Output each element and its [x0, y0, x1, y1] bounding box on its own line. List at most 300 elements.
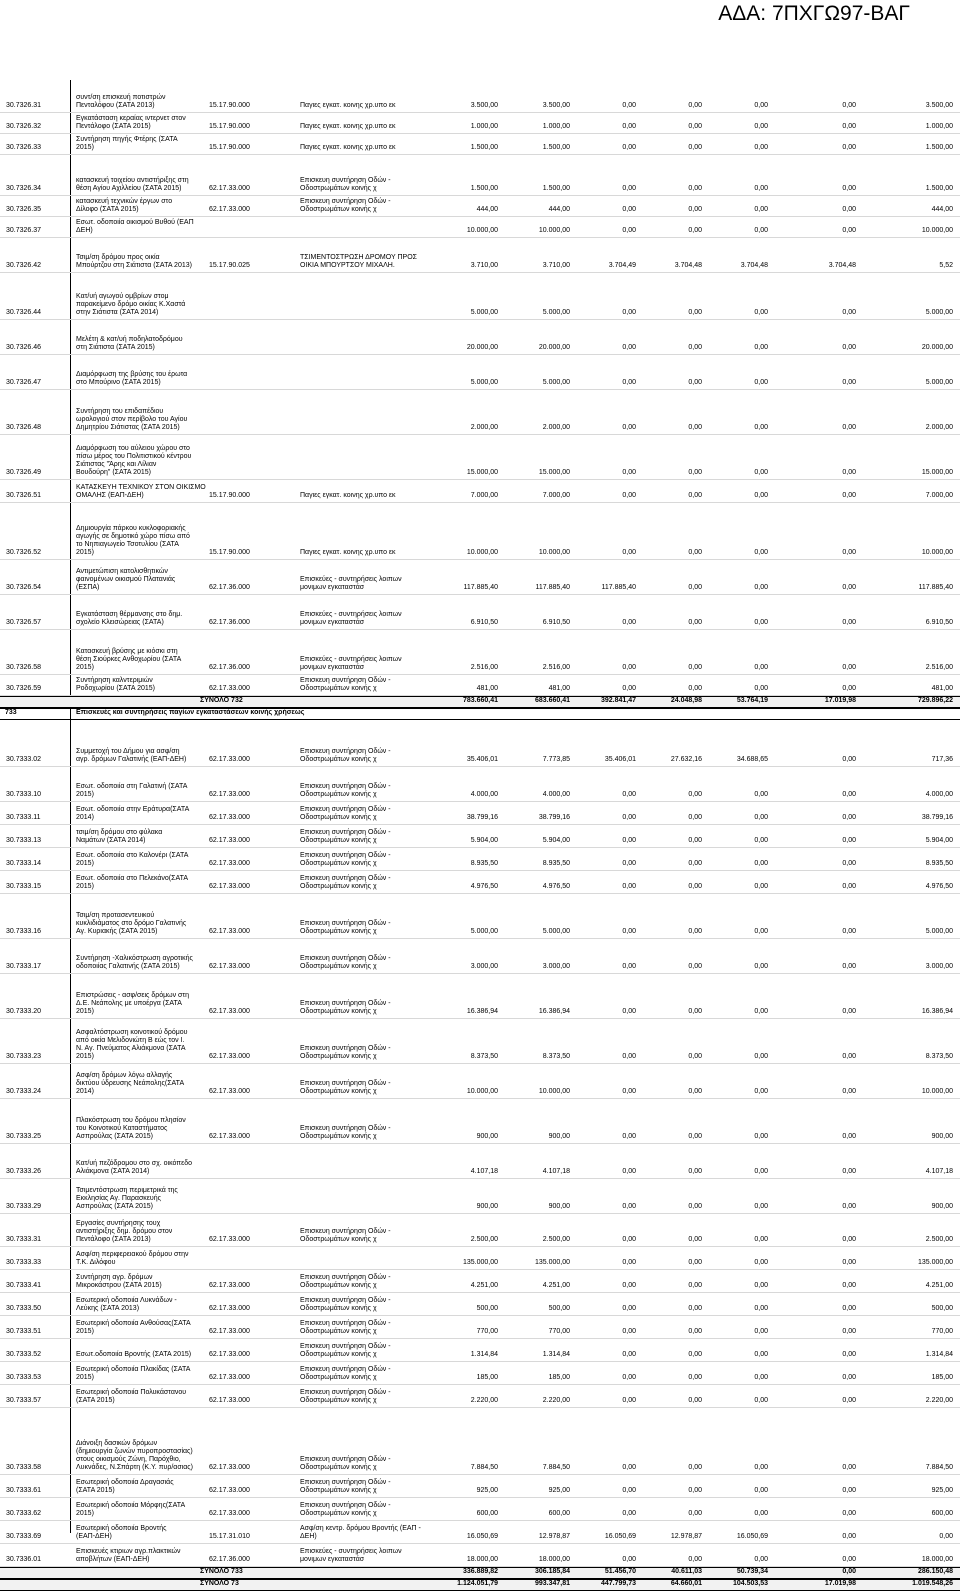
amount-cell: 0,00	[842, 1053, 856, 1060]
amount-cell: 0,00	[688, 1053, 702, 1060]
account-description: Εσωτερική οδοποιία Πλακίδας (ΣΑΤΑ 2015)	[76, 1366, 191, 1381]
account-code: 30.7326.49	[6, 469, 42, 476]
amount-cell: 0,00	[688, 860, 702, 867]
amount-cell: 0,00	[842, 963, 856, 970]
amount-cell: 0,00	[842, 1168, 856, 1175]
account-description: Τσιμεντόστρωση περιμετρικά της Εκκλησίας Αγ. Παρασκευής Ασπρούλας (ΣΑΤΑ 2015)	[76, 1187, 178, 1210]
amount-cell: 0,00	[754, 1374, 768, 1381]
category-description: Επισκευη συντήρηση Οδών - Οδοστρωμάτων κοινής χ	[300, 806, 391, 821]
kae-code: 62.17.33.000	[209, 860, 250, 867]
amount-cell: 0,00	[688, 837, 702, 844]
account-code: 30.7333.15	[6, 883, 42, 890]
amount-cell: 0,00	[754, 1236, 768, 1243]
amount-cell: 900,00	[476, 1133, 498, 1140]
amount-cell: 117.885,40	[601, 584, 636, 591]
amount-cell: 0,00	[754, 1328, 768, 1335]
kae-code: 62.17.36.000	[209, 619, 250, 626]
amount-cell: 3.000,00	[925, 963, 953, 970]
amount-cell: 0,00	[754, 1305, 768, 1312]
amount-cell: 0,00	[754, 1464, 768, 1471]
amount-cell: 4.000,00	[542, 791, 570, 798]
category-description: Επισκευη συντήρηση Οδών - Οδοστρωμάτων κοινής χ	[300, 1125, 391, 1140]
amount-cell: 0,00	[622, 685, 636, 692]
table-row	[0, 503, 960, 560]
amount-cell: 0,00	[939, 1533, 953, 1540]
account-description: Τσιμ/ση προτασεντευικού κυκλιδιάματος στο δρόμο Γαλατινής Αγ. Κυριακής (ΣΑΤΑ 2015)	[76, 912, 187, 935]
account-code: 30.7333.24	[6, 1088, 42, 1095]
total-amount: 729.896,22	[917, 697, 953, 704]
table-row	[0, 675, 960, 696]
account-description: τσιμ/ση δρόμου στο φύλακα Ναμάτων (ΣΑΤΑ 2014)	[76, 829, 163, 844]
amount-cell: 5.000,00	[542, 309, 570, 316]
amount-cell: 0,00	[754, 883, 768, 890]
amount-cell: 0,00	[622, 227, 636, 234]
amount-cell: 0,00	[754, 791, 768, 798]
amount-cell: 0,00	[622, 379, 636, 386]
amount-cell: 0,00	[688, 1203, 702, 1210]
table-row	[0, 560, 960, 595]
account-description: Μελέτη & κατ/υή ποδηλατοδρόμου στη Σιάτιστα (ΣΑΤΑ 2015)	[76, 336, 183, 351]
amount-cell: 0,00	[688, 309, 702, 316]
amount-cell: 0,00	[622, 309, 636, 316]
account-description: Εσωτερική οδοποιία Δραγασιάς (ΣΑΤΑ 2015)	[76, 1479, 174, 1494]
amount-cell: 38.799,16	[466, 814, 498, 821]
account-code: 30.7326.51	[6, 492, 42, 499]
category-description: Παγιες εγκατ. κοινης χρ.υπο εκ	[300, 549, 396, 556]
amount-cell: 0,00	[622, 664, 636, 671]
amount-cell: 0,00	[754, 1282, 768, 1289]
category-description: Παγιες εγκατ. κοινης χρ.υπο εκ	[300, 123, 396, 130]
account-code: 30.7333.25	[6, 1133, 42, 1140]
account-code: 30.7326.54	[6, 584, 42, 591]
amount-cell: 0,00	[754, 1053, 768, 1060]
amount-cell: 5.000,00	[470, 309, 498, 316]
account-description: Διαμόρφωση του αύλειου χώρου στο πίσω μέρος του Πολιτιστικού κέντρου Σιάτιστας "Άρης και Λίλιαν Βουδούρη" (ΣΑΤΑ 2015)	[76, 445, 192, 476]
account-code: 30.7326.34	[6, 185, 42, 192]
account-code: 30.7333.17	[6, 963, 42, 970]
table-row	[0, 974, 960, 1019]
amount-cell: 600,00	[548, 1510, 570, 1517]
amount-cell: 10.000,00	[538, 549, 570, 556]
category-description: Επισκευη συντήρηση Οδών - Οδοστρωμάτων κοινής χ	[300, 1045, 391, 1060]
amount-cell: 0,00	[622, 791, 636, 798]
amount-cell: 0,00	[622, 492, 636, 499]
amount-cell: 3.704,48	[828, 262, 856, 269]
category-description: Επισκευη συντήρηση Οδών - Οδοστρωμάτων κοινής χ	[300, 955, 391, 970]
amount-cell: 20.000,00	[538, 344, 570, 351]
amount-cell: 1.000,00	[470, 123, 498, 130]
amount-cell: 4.000,00	[925, 791, 953, 798]
kae-code: 62.17.33.000	[209, 791, 250, 798]
table-row	[0, 1214, 960, 1247]
amount-cell: 1.500,00	[470, 185, 498, 192]
category-description: Επισκευη συντήρηση Οδών - Οδοστρωμάτων κοινής χ	[300, 875, 391, 890]
amount-cell: 5.000,00	[542, 379, 570, 386]
category-description: Επισκευη συντήρηση Οδών - Οδοστρωμάτων κοινής χ	[300, 1479, 391, 1494]
amount-cell: 0,00	[622, 144, 636, 151]
amount-cell: 0,00	[622, 1305, 636, 1312]
amount-cell: 0,00	[754, 1259, 768, 1266]
amount-cell: 0,00	[688, 1556, 702, 1563]
amount-cell: 4.107,18	[925, 1168, 953, 1175]
account-description: Ασφ/ση δρόμων λόγω αλλαγής δικτύου ύδρευσης Νεάπολης(ΣΑΤΑ 2014)	[76, 1072, 185, 1095]
amount-cell: 0,00	[688, 664, 702, 671]
amount-cell: 0,00	[622, 1008, 636, 1015]
amount-cell: 10.000,00	[921, 227, 953, 234]
account-code: 30.7326.42	[6, 262, 42, 269]
amount-cell: 10.000,00	[921, 1088, 953, 1095]
amount-cell: 2.220,00	[470, 1397, 498, 1404]
account-description: Εσωτ. οδοποιία στη Γαλατινή (ΣΑΤΑ 2015)	[76, 783, 188, 798]
amount-cell: 8.373,50	[542, 1053, 570, 1060]
amount-cell: 0,00	[754, 492, 768, 499]
amount-cell: 8.935,50	[470, 860, 498, 867]
account-description: Εσωτ. οδοποιία στο Καλονέρι (ΣΑΤΑ 2015)	[76, 852, 189, 867]
account-description: Κατ/υή πεζόδρομου στο σχ. οικόπεδο Αλιάκμονα (ΣΑΤΑ 2014)	[76, 1160, 193, 1175]
amount-cell: 3.000,00	[470, 963, 498, 970]
amount-cell: 4.976,50	[925, 883, 953, 890]
amount-cell: 1.500,00	[925, 144, 953, 151]
amount-cell: 0,00	[622, 1464, 636, 1471]
amount-cell: 0,00	[688, 1305, 702, 1312]
amount-cell: 0,00	[622, 837, 636, 844]
amount-cell: 0,00	[842, 1374, 856, 1381]
table-row	[0, 720, 960, 767]
amount-cell: 0,00	[622, 883, 636, 890]
kae-code: 62.17.36.000	[209, 664, 250, 671]
total-amount: 1.124.051,79	[457, 1580, 498, 1587]
account-code: 30.7326.47	[6, 379, 42, 386]
table-row	[0, 630, 960, 675]
category-description: Επισκευη συντήρηση Οδών - Οδοστρωμάτων κοινής χ	[300, 1366, 391, 1381]
kae-code: 62.17.33.000	[209, 1236, 250, 1243]
account-description: Συντήρηση αγρ. δρόμων Μικροκάστρου (ΣΑΤΑ 2015)	[76, 1274, 162, 1289]
kae-code: 62.17.33.000	[209, 883, 250, 890]
amount-cell: 0,00	[754, 469, 768, 476]
amount-cell: 0,00	[622, 123, 636, 130]
amount-cell: 0,00	[622, 928, 636, 935]
amount-cell: 8.373,50	[470, 1053, 498, 1060]
amount-cell: 0,00	[842, 685, 856, 692]
amount-cell: 0,00	[842, 424, 856, 431]
amount-cell: 1.000,00	[542, 123, 570, 130]
section-code: 733	[5, 709, 17, 716]
account-code: 30.7333.26	[6, 1168, 42, 1175]
kae-code: 62.17.33.000	[209, 1351, 250, 1358]
amount-cell: 0,00	[842, 928, 856, 935]
account-code: 30.7333.33	[6, 1259, 42, 1266]
amount-cell: 27.632,16	[670, 756, 702, 763]
amount-cell: 0,00	[622, 1259, 636, 1266]
amount-cell: 0,00	[842, 1533, 856, 1540]
amount-cell: 3.704,48	[674, 262, 702, 269]
account-description: Ασφαλτόστρωση κοινοτικού δρόμου από οικία Μελιδονιώτη Β εώς τον Ι. Ν. Αγ. Πνεύματος Αλιάκμονα (ΣΑΤΑ 2015)	[76, 1029, 188, 1060]
amount-cell: 0,00	[842, 1351, 856, 1358]
amount-cell: 5.000,00	[925, 379, 953, 386]
account-code: 30.7333.50	[6, 1305, 42, 1312]
amount-cell: 0,00	[688, 144, 702, 151]
amount-cell: 0,00	[754, 837, 768, 844]
account-code: 30.7333.23	[6, 1053, 42, 1060]
amount-cell: 0,00	[622, 1088, 636, 1095]
amount-cell: 8.373,50	[925, 1053, 953, 1060]
amount-cell: 0,00	[622, 1351, 636, 1358]
amount-cell: 18.000,00	[921, 1556, 953, 1563]
amount-cell: 0,00	[842, 1510, 856, 1517]
amount-cell: 0,00	[688, 1088, 702, 1095]
amount-cell: 16.386,94	[538, 1008, 570, 1015]
amount-cell: 1.500,00	[470, 144, 498, 151]
kae-code: 62.17.33.000	[209, 1008, 250, 1015]
amount-cell: 135.000,00	[462, 1259, 498, 1266]
table-row	[0, 894, 960, 939]
amount-cell: 2.220,00	[542, 1397, 570, 1404]
account-description: Εσωτερική οδοποιία Λυκνάδων - Λεύκης (ΣΑΤΑ 2013)	[76, 1297, 177, 1312]
total-amount: 0,00	[842, 1568, 856, 1575]
amount-cell: 481,00	[931, 685, 953, 692]
account-code: 30.7333.14	[6, 860, 42, 867]
amount-cell: 0,00	[754, 344, 768, 351]
amount-cell: 0,00	[688, 185, 702, 192]
table-row	[0, 767, 960, 802]
amount-cell: 15.000,00	[466, 469, 498, 476]
category-description: Παγιες εγκατ. κοινης χρ.υπο εκ	[300, 144, 396, 151]
category-description: Επισκευη συντήρηση Οδών - Οδοστρωμάτων κοινής χ	[300, 677, 391, 692]
amount-cell: 0,00	[754, 549, 768, 556]
amount-cell: 0,00	[754, 584, 768, 591]
amount-cell: 0,00	[688, 1236, 702, 1243]
total-row	[0, 1567, 960, 1579]
amount-cell: 1.314,84	[542, 1351, 570, 1358]
account-description: Διαμόρφωση της βρύσης του έρωτα στο Μπούρινο (ΣΑΤΑ 2015)	[76, 371, 188, 386]
table-row	[0, 1064, 960, 1099]
table-row	[0, 1408, 960, 1475]
amount-cell: 0,00	[754, 309, 768, 316]
amount-cell: 0,00	[688, 963, 702, 970]
amount-cell: 2.000,00	[542, 424, 570, 431]
kae-code: 62.17.33.000	[209, 837, 250, 844]
total-amount: 783.660,41	[462, 697, 498, 704]
amount-cell: 3.000,00	[542, 963, 570, 970]
account-code: 30.7326.44	[6, 309, 42, 316]
account-code: 30.7333.10	[6, 791, 42, 798]
kae-code: 62.17.33.000	[209, 756, 250, 763]
total-amount: 24.048,98	[670, 697, 702, 704]
amount-cell: 0,00	[842, 584, 856, 591]
amount-cell: 0,00	[754, 1133, 768, 1140]
amount-cell: 0,00	[842, 379, 856, 386]
amount-cell: 770,00	[931, 1328, 953, 1335]
amount-cell: 0,00	[622, 206, 636, 213]
category-description: Παγιες εγκατ. κοινης χρ.υπο εκ	[300, 102, 396, 109]
total-label: ΣΥΝΟΛΟ 73	[200, 1580, 239, 1587]
amount-cell: 0,00	[754, 185, 768, 192]
category-description: Επισκευη συντήρηση Οδών - Οδοστρωμάτων κοινής χ	[300, 1297, 391, 1312]
amount-cell: 900,00	[931, 1133, 953, 1140]
amount-cell: 8.935,50	[542, 860, 570, 867]
amount-cell: 0,00	[688, 619, 702, 626]
section-header	[0, 708, 960, 720]
amount-cell: 500,00	[476, 1305, 498, 1312]
amount-cell: 0,00	[688, 883, 702, 890]
amount-cell: 15.000,00	[921, 469, 953, 476]
amount-cell: 0,00	[688, 1397, 702, 1404]
category-description: Επισκευη συντήρηση Οδών - Οδοστρωμάτων κοινής χ	[300, 1228, 391, 1243]
table-row	[0, 1293, 960, 1316]
total-amount: 336.889,82	[462, 1568, 498, 1575]
total-row	[0, 696, 960, 708]
amount-cell: 0,00	[842, 664, 856, 671]
category-description: Επισκευη συντήρηση Οδών - Οδοστρωμάτων κοινής χ	[300, 1320, 391, 1335]
amount-cell: 0,00	[754, 619, 768, 626]
amount-cell: 5.000,00	[470, 379, 498, 386]
total-amount: 40.611,03	[671, 1568, 702, 1575]
account-description: Εσωτ. οδοποιία στο Πελεκάνο(ΣΑΤΑ 2015)	[76, 875, 189, 890]
amount-cell: 444,00	[931, 206, 953, 213]
account-code: 30.7326.32	[6, 123, 42, 130]
kae-code: 15.17.90.000	[209, 123, 250, 130]
amount-cell: 0,00	[842, 492, 856, 499]
amount-cell: 0,00	[622, 1556, 636, 1563]
amount-cell: 0,00	[754, 102, 768, 109]
category-description: Επισκεύες - συντηρήσεις λοιπων μονιμων εγκαταστάσ	[300, 1548, 402, 1563]
account-code: 30.7333.16	[6, 928, 42, 935]
amount-cell: 0,00	[842, 469, 856, 476]
amount-cell: 600,00	[476, 1510, 498, 1517]
amount-cell: 10.000,00	[538, 227, 570, 234]
amount-cell: 0,00	[622, 1374, 636, 1381]
amount-cell: 0,00	[688, 227, 702, 234]
amount-cell: 0,00	[622, 1236, 636, 1243]
kae-code: 62.17.33.000	[209, 1374, 250, 1381]
amount-cell: 770,00	[548, 1328, 570, 1335]
total-row	[0, 1579, 960, 1591]
total-amount: 392.841,47	[600, 697, 636, 704]
amount-cell: 0,00	[688, 424, 702, 431]
amount-cell: 4.107,18	[470, 1168, 498, 1175]
amount-cell: 7.000,00	[542, 492, 570, 499]
total-amount: 50.739,34	[736, 1568, 768, 1575]
amount-cell: 12.978,87	[670, 1533, 702, 1540]
table-row	[0, 1099, 960, 1144]
table-row	[0, 848, 960, 871]
amount-cell: 0,00	[688, 1351, 702, 1358]
amount-cell: 2.500,00	[470, 1236, 498, 1243]
amount-cell: 6.910,50	[542, 619, 570, 626]
account-code: 30.7333.02	[6, 756, 42, 763]
amount-cell: 16.050,69	[466, 1533, 498, 1540]
kae-code: 62.17.33.000	[209, 1053, 250, 1060]
amount-cell: 6.910,50	[470, 619, 498, 626]
account-code: 30.7326.37	[6, 227, 42, 234]
amount-cell: 0,00	[688, 1168, 702, 1175]
amount-cell: 0,00	[688, 928, 702, 935]
total-amount: 683.660,41	[534, 697, 570, 704]
kae-code: 15.17.90.000	[209, 144, 250, 151]
amount-cell: 0,00	[688, 123, 702, 130]
amount-cell: 0,00	[688, 1259, 702, 1266]
category-description: Επισκευη συντήρηση Οδών - Οδοστρωμάτων κοινής χ	[300, 852, 391, 867]
amount-cell: 35.406,01	[466, 756, 498, 763]
amount-cell: 0,00	[688, 791, 702, 798]
amount-cell: 0,00	[622, 549, 636, 556]
table-row	[0, 480, 960, 503]
amount-cell: 1.500,00	[925, 185, 953, 192]
kae-code: 62.17.33.000	[209, 928, 250, 935]
amount-cell: 10.000,00	[921, 549, 953, 556]
account-description: Συντήρηση πηγής Φτέρης (ΣΑΤΑ 2015)	[76, 136, 178, 151]
category-description: Επισκεύες - συντηρήσεις λοιπων μονιμων εγκαταστάσ	[300, 611, 402, 626]
account-description: Εσωτερική οδοποιία Βροντής (ΕΑΠ-ΔΕΗ)	[76, 1525, 167, 1540]
amount-cell: 444,00	[548, 206, 570, 213]
amount-cell: 0,00	[842, 185, 856, 192]
amount-cell: 0,00	[688, 1133, 702, 1140]
amount-cell: 0,00	[754, 424, 768, 431]
account-code: 30.7333.41	[6, 1282, 42, 1289]
kae-code: 62.17.33.000	[209, 814, 250, 821]
account-description: Τσιμ/ση δρόμου προς οικία Μπούρτζου στη Σιάτιστα (ΣΑΤΑ 2013)	[76, 254, 192, 269]
account-code: 30.7333.62	[6, 1510, 42, 1517]
category-description: ΤΣΙΜΕΝΤΟΣΤΡΩΣΗ ΔΡΟΜΟΥ ΠΡΟΣ ΟΙΚΙΑ ΜΠΟΥΡΤΣΟΥ ΜΙΧΑΛΗ.	[300, 254, 417, 269]
amount-cell: 0,00	[688, 102, 702, 109]
kae-code: 62.17.33.000	[209, 1305, 250, 1312]
account-description: Εσωτερική οδοποιία Πολυκάστανου (ΣΑΤΑ 2015)	[76, 1389, 187, 1404]
amount-cell: 0,00	[622, 860, 636, 867]
table-row	[0, 1316, 960, 1339]
amount-cell: 4.251,00	[925, 1282, 953, 1289]
amount-cell: 6.910,50	[925, 619, 953, 626]
amount-cell: 717,36	[931, 756, 953, 763]
amount-cell: 0,00	[622, 1053, 636, 1060]
kae-code: 62.17.33.000	[209, 1397, 250, 1404]
amount-cell: 0,00	[754, 963, 768, 970]
account-description: Επιστρώσεις - ασφ/σεις δρόμων στη Δ.Ε. Νεάπολης με υποέργα (ΣΑΤΑ 2015)	[76, 992, 190, 1015]
category-description: Επισκεύες - συντηρήσεις λοιπων μονιμων εγκαταστάσ	[300, 656, 402, 671]
table-row	[0, 217, 960, 238]
account-code: 30.7336.01	[6, 1556, 42, 1563]
account-description: Διάνοιξη δασικών δρόμων (δημιουργία ζωνών πυροπροστασίας) στους οικισμούς Ζώνη, Παρόχθιο, Λυκνάδες, Ν.Σπάρτη (Κ.Υ. πυρ/ασιας)	[76, 1440, 193, 1471]
amount-cell: 444,00	[476, 206, 498, 213]
amount-cell: 2.000,00	[925, 424, 953, 431]
account-code: 30.7333.61	[6, 1487, 42, 1494]
amount-cell: 0,00	[688, 379, 702, 386]
kae-code: 62.17.33.000	[209, 963, 250, 970]
kae-code: 62.17.33.000	[209, 185, 250, 192]
amount-cell: 7.773,85	[542, 756, 570, 763]
amount-cell: 0,00	[842, 1133, 856, 1140]
total-amount: 17.019,98	[824, 697, 856, 704]
amount-cell: 0,00	[842, 837, 856, 844]
amount-cell: 0,00	[842, 206, 856, 213]
amount-cell: 0,00	[842, 619, 856, 626]
amount-cell: 0,00	[622, 424, 636, 431]
amount-cell: 16.050,69	[604, 1533, 636, 1540]
table-row	[0, 1247, 960, 1270]
category-description: Επισκευη συντήρηση Οδών - Οδοστρωμάτων κοινής χ	[300, 748, 391, 763]
total-amount: 51.456,70	[604, 1568, 636, 1575]
amount-cell: 0,00	[842, 814, 856, 821]
amount-cell: 0,00	[842, 1088, 856, 1095]
account-description: Συμμετοχή του Δήμου για ασφ/ση αγρ. δρόμων Γαλατινής (ΕΑΠ-ΔΕΗ)	[76, 748, 187, 763]
amount-cell: 900,00	[476, 1203, 498, 1210]
amount-cell: 0,00	[622, 1282, 636, 1289]
account-code: 30.7333.29	[6, 1203, 42, 1210]
kae-code: 62.17.33.000	[209, 1133, 250, 1140]
amount-cell: 10.000,00	[466, 227, 498, 234]
kae-code: 62.17.33.000	[209, 1464, 250, 1471]
amount-cell: 15.000,00	[538, 469, 570, 476]
amount-cell: 0,00	[688, 814, 702, 821]
